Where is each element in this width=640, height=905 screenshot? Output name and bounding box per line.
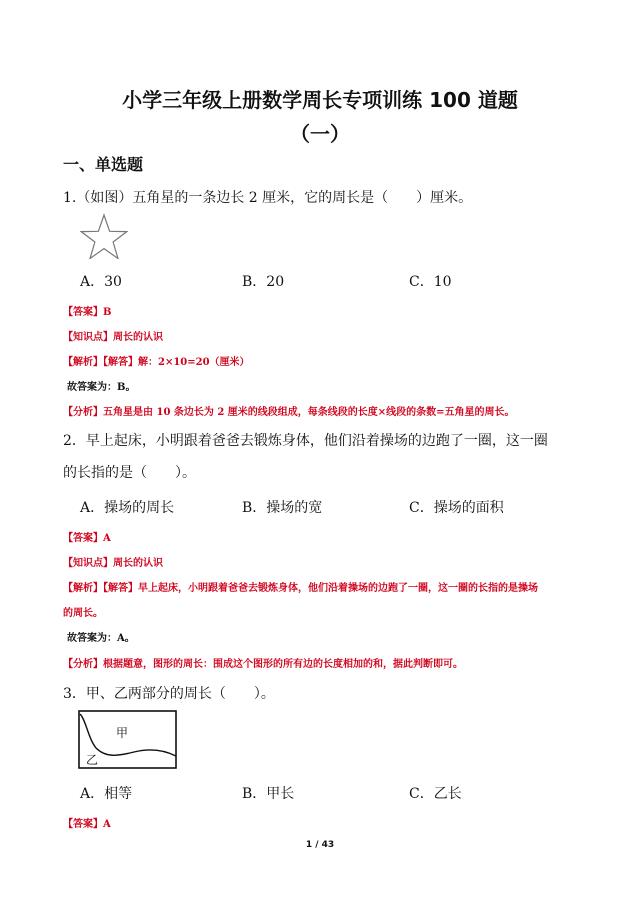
question-1-option-b: B．20 xyxy=(242,274,285,290)
figure-label-yi: 乙 xyxy=(86,753,99,767)
question-1-option-c: C．10 xyxy=(409,274,452,290)
question-1-stem: 1.（如图）五角星的一条边长 2 厘米，它的周长是（ ）厘米。 xyxy=(63,190,473,206)
question-1-answer: 【答案】B xyxy=(63,307,112,318)
question-1-comment: 【分析】五角星是由 10 条边长为 2 厘米的线段组成，每条线段的长度×线段的条数=五角星的周长。 xyxy=(63,407,515,418)
question-1-analysis: 【解析】【解答】解：2×10=20（厘米） xyxy=(63,357,250,368)
question-2-analysis-line1: 【解析】【解答】早上起床，小明跟着爸爸去锻炼身体，他们沿着操场的边跑了一圈，这一圈的长指的是操场 xyxy=(63,583,538,594)
question-2-comment: 【分析】根据题意，图形的周长：围成这个图形的所有边的长度相加的和，据此判断即可。 xyxy=(63,659,463,670)
question-3-option-a: A．相等 xyxy=(80,786,133,802)
question-2-answer: 【答案】A xyxy=(63,533,111,544)
section-heading: 一、单选题 xyxy=(63,155,144,174)
question-3-option-c: C．乙长 xyxy=(409,786,462,802)
star-icon xyxy=(80,213,128,259)
page-title: 小学三年级上册数学周长专项训练 100 道题 xyxy=(122,88,518,112)
question-2-option-b: B．操场的宽 xyxy=(242,500,323,516)
question-2-conclusion: 故答案为：A。 xyxy=(67,633,135,644)
page-subtitle: （一） xyxy=(290,122,350,146)
question-3-answer: 【答案】A xyxy=(63,819,111,830)
question-2-knowledge: 【知识点】周长的认识 xyxy=(63,558,163,569)
question-1-option-a: A．30 xyxy=(80,274,122,290)
question-1-conclusion: 故答案为：B。 xyxy=(67,382,136,393)
question-3-stem: 3．甲、乙两部分的周长（ ）。 xyxy=(63,686,275,702)
question-1-knowledge: 【知识点】周长的认识 xyxy=(63,332,163,343)
question-2-option-c: C．操场的面积 xyxy=(409,500,504,516)
question-2-stem-line2: 的长指的是（ ）。 xyxy=(63,465,196,481)
page-number: 1 / 43 xyxy=(305,840,335,850)
question-2-analysis-line2: 的周长。 xyxy=(63,608,103,619)
question-2-option-a: A．操场的周长 xyxy=(80,500,175,516)
question-3-option-b: B．甲长 xyxy=(242,786,295,802)
question-2-stem-line1: 2．早上起床，小明跟着爸爸去锻炼身体，他们沿着操场的边跑了一圈，这一圈 xyxy=(63,433,548,449)
figure-label-jia: 甲 xyxy=(116,726,129,740)
